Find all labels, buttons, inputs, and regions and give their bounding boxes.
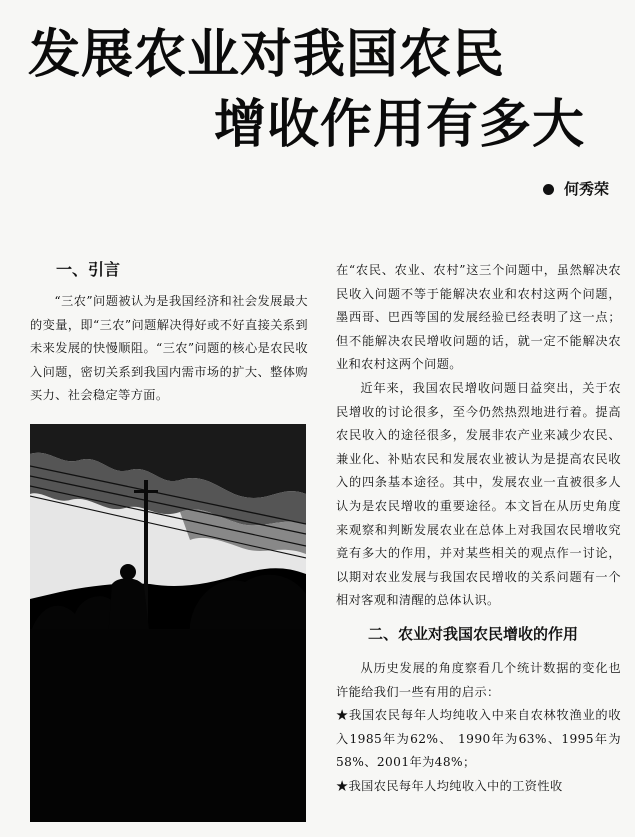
stat-bullet-1: ★我国农民每年人均纯收入中来自农林牧渔业的收入1985年为62%、 1990年为63%、1995年为58%、2001年为48%；: [336, 708, 621, 770]
title-line-1: 发展农业对我国农民: [28, 25, 506, 85]
stat-bullet-2: ★我国农民每年人均纯收入中的工资性收: [336, 778, 563, 793]
intro-paragraph: “三农”问题被认为是我国经济和社会发展最大的变量，即“三农”问题解决得好或不好直接关系到未来发展的快慢顺阻。“三农”问题的核心是农民收入问题，密切关系到我国内需市场的扩大、整体购买力、社会稳定等方面。: [30, 294, 308, 403]
title-line-2: 增收作用有多大: [214, 95, 586, 155]
author-byline: [543, 178, 609, 199]
paragraph-statistics-intro: 从历史发展的角度察看几个统计数据的变化也许能给我们一些有用的启示：: [336, 660, 621, 699]
left-column: [30, 290, 308, 408]
section-heading-role: 二、农业对我国农民增收的作用: [368, 624, 579, 643]
paragraph-continued: 在“农民、农业、农村”这三个问题中，虽然解决农民收入问题不等于能解决农业和农村这两个问题，墨西哥、巴西等国的发展经验已经表明了这一点；但不能解决农民增收问题的话，就一定不能解决农业和农村这两个问题。: [336, 263, 621, 372]
right-column: [336, 259, 621, 798]
bullet-dot-icon: [543, 184, 554, 195]
section-heading-intro: 一、引言: [56, 260, 121, 279]
rural-photo: [30, 424, 306, 822]
paragraph-recent-years: 近年来，我国农民增收问题日益突出，关于农民增收的讨论很多，至今仍然热烈地进行着。提高农民收入的途径很多，发展非农产业来减少农民、兼业化、补贴农民和发展农业被认为是提高农民收入的四条基本途径。其中，发展农业一直被很多人认为是农民增收的重要途径。本文旨在从历史角度来观察和判断发展农业在总体上对我国农民增收究竟有多大的作用，并对某些相关的观点作一讨论，以期对农业发展与我国农民增收的关系问题有一个相对客观和清醒的总体认识。: [336, 380, 621, 608]
author-name: 何秀荣: [564, 180, 610, 198]
